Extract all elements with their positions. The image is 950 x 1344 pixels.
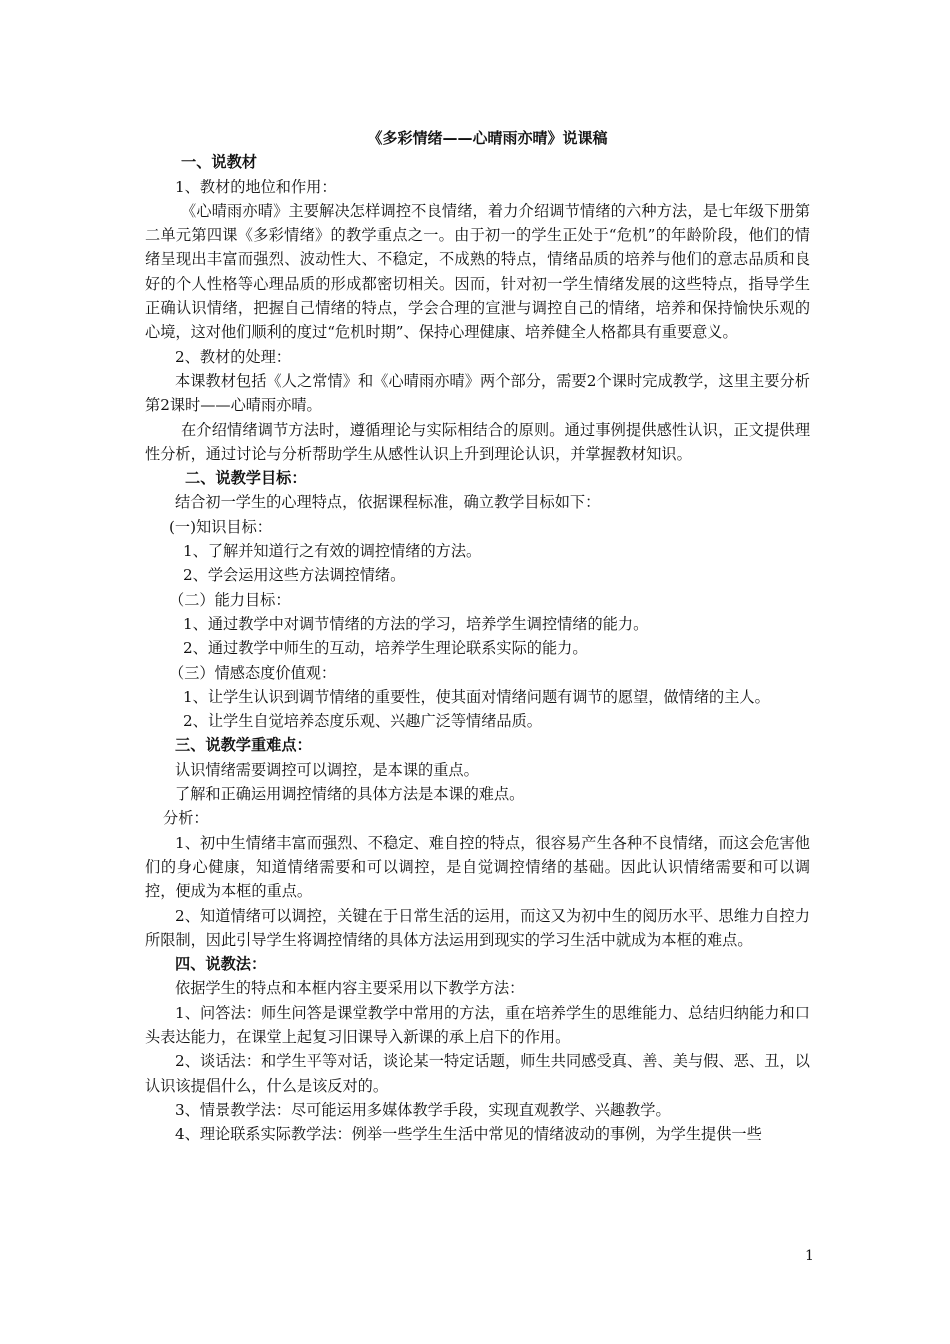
teaching-methods-intro: 依据学生的特点和本框内容主要采用以下教学方法： [175,979,525,998]
paragraph-status-role: 《心晴雨亦晴》主要解决怎样调控不良情绪，着力介绍调节情绪的六种方法，是七年级下册第二单元第四课《多彩情绪》的教学重点之一。由于初一的学生正处于“危机”的年龄阶段，他们的情绪呈现出丰富而强烈、波动性大、不稳定，不成熟的特点，情绪品质的培养与他们的意志品质和良好的个人性格等心理品质的形成都密切相关。因而，针对初一学生情绪发展的这些特点，指导学生正确认识情绪，把握自己情绪的特点，学会合理的宣泄与调控自己的情绪，培养和保持愉快乐观的心境，这对他们顺利的度过“危机时期”、保持心理健康、培养健全人格都具有重要意义。 [145,201,810,342]
analysis-label: 分析： [163,809,209,828]
subheading-ability-goals: （二）能力目标： [169,590,291,609]
subheading-knowledge-goals: (一)知识目标： [169,517,272,536]
subheading-processing: 2、教材的处理： [175,347,291,366]
emotion-goal-1: 1、让学生认识到调节情绪的重要性，使其面对情绪问题有调节的愿望，做情绪的主人。 [183,687,770,706]
analysis-paragraph-1: 1、初中生情绪丰富而强烈、不稳定、难自控的特点，很容易产生各种不良情绪，而这会危害他们的身心健康，知道情绪需要和可以调控，是自觉调控情绪的基础。因此认识情绪需要和可以调控，便成为本框的重点。 [145,833,810,901]
teaching-method-3: 3、情景教学法：尽可能运用多媒体教学手段，实现直观教学、兴趣教学。 [175,1100,671,1119]
section-heading-teaching-methods: 四、说教法： [175,955,267,974]
section-heading-objectives: 二、说教学目标： [185,469,307,488]
document-body [145,126,810,1146]
knowledge-goal-1: 1、了解并知道行之有效的调控情绪的方法。 [183,542,482,561]
teaching-method-4: 4、理论联系实际教学法：例举一些学生生活中常见的情绪波动的事例，为学生提供一些 [175,1125,762,1144]
ability-goal-2: 2、通过教学中师生的互动，培养学生理论联系实际的能力。 [183,639,588,658]
subheading-status-role: 1、教材的地位和作用： [175,177,337,196]
ability-goal-1: 1、通过教学中对调节情绪的方法的学习，培养学生调控情绪的能力。 [183,614,649,633]
section-heading-teaching-material: 一、说教材 [181,153,257,172]
teaching-method-1: 1、问答法：师生问答是课堂教学中常用的方法，重在培养学生的思维能力、总结归纳能力和口头表达能力，在课堂上起复习旧课导入新课的承上启下的作用。 [145,1003,810,1046]
page-number: 1 [805,1248,814,1264]
paragraph-objectives-intro: 结合初一学生的心理特点，依据课程标准，确立教学目标如下： [175,493,601,512]
key-point-focus: 认识情绪需要调控可以调控，是本课的重点。 [175,760,479,779]
emotion-goal-2: 2、让学生自觉培养态度乐观、兴趣广泛等情绪品质。 [183,712,542,731]
knowledge-goal-2: 2、学会运用这些方法调控情绪。 [183,566,406,585]
paragraph-method-principle: 在介绍情绪调节方法时，遵循理论与实际相结合的原则。通过事例提供感性认识，正文提供理性分析，通过讨论与分析帮助学生从感性认识上升到理论认识，并掌握教材知识。 [145,420,810,463]
analysis-paragraph-2: 2、知道情绪可以调控，关键在于日常生活的运用，而这又为初中生的阅历水平、思维力自控力所限制，因此引导学生将调控情绪的具体方法运用到现实的学习生活中就成为本框的难点。 [145,906,810,949]
document-title: 《多彩情绪——心晴雨亦晴》说课稿 [367,129,608,147]
section-heading-key-points: 三、说教学重难点： [175,736,312,755]
subheading-emotion-goals: （三）情感态度价值观： [169,663,337,682]
key-point-difficulty: 了解和正确运用调控情绪的具体方法是本课的难点。 [175,785,525,804]
paragraph-processing: 本课教材包括《人之常情》和《心晴雨亦晴》两个部分，需要2个课时完成教学，这里主要分析第2课时——心晴雨亦晴。 [145,371,810,415]
teaching-method-2: 2、谈话法：和学生平等对话，谈论某一特定话题，师生共同感受真、善、美与假、恶、丑，以认识该提倡什么，什么是该反对的。 [145,1052,810,1095]
